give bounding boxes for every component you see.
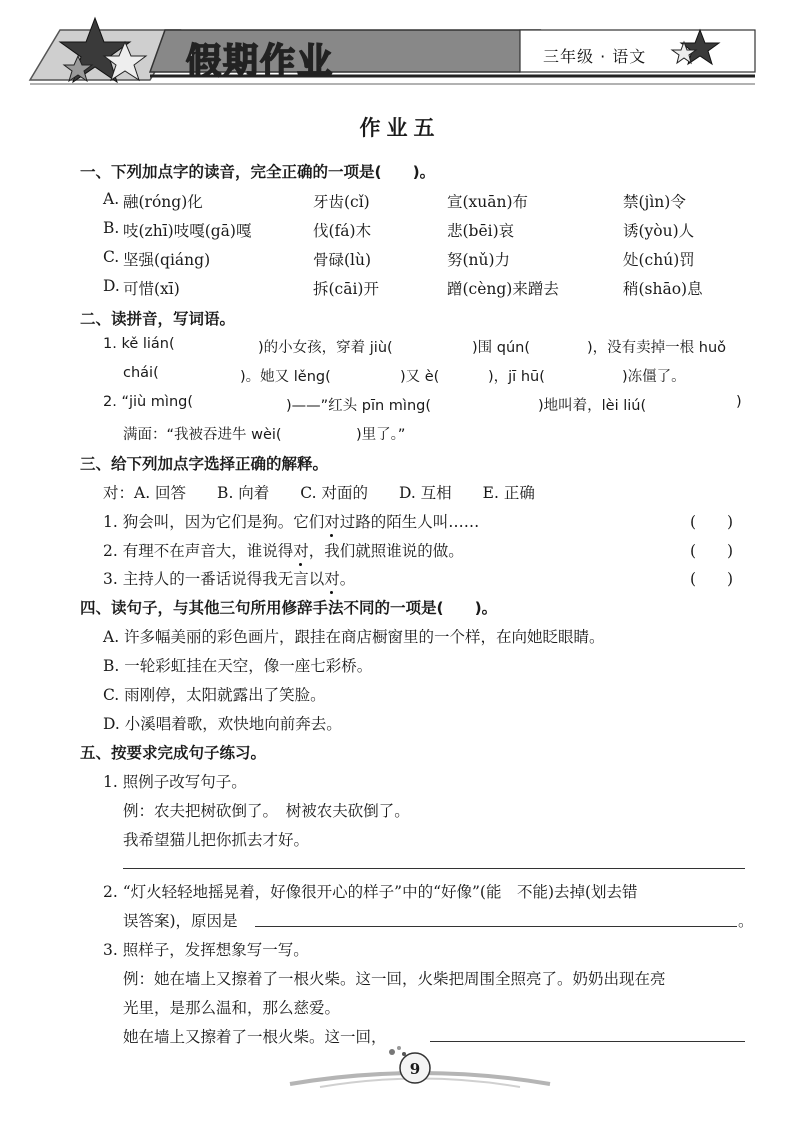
header-banner xyxy=(0,0,800,110)
q3-item-3-dotted: 对 xyxy=(324,570,340,588)
grade-subject: 三年级 · 语文 xyxy=(543,47,647,66)
q2-l4-seg1: 满面：“我被吞进牛 wèi( xyxy=(123,427,282,443)
q1-a-item-2: 牙齿(cǐ) xyxy=(313,193,370,211)
q3-item-1-dotted: 对 xyxy=(324,513,340,531)
q5-s3-task: 她在墙上又擦着了一根火柴。这一回， xyxy=(123,1028,387,1046)
q2-l1-seg1: 1. kě lián( xyxy=(103,336,175,352)
q1-b-item-3: 悲(bēi)哀 xyxy=(447,222,515,240)
q1-b-item-1: 吱(zhī)吱嘎(gā)嘎 xyxy=(123,222,252,240)
q3-answer-3[interactable]: ( ) xyxy=(690,570,734,588)
q2-l3-seg3: )地叫着，lèi liú( xyxy=(538,398,647,414)
q2-l2-seg1: chái( xyxy=(123,365,159,381)
q2-l1-seg3: )围 qún( xyxy=(472,340,531,356)
q1-c-item-2: 骨碌(lù) xyxy=(313,251,372,269)
q1-c-item-1: 坚强(qiáng) xyxy=(123,251,211,269)
q1-heading: 一、下列加点字的读音，完全正确的一项是( )。 xyxy=(80,163,436,181)
q2-l2-seg3: )又 è( xyxy=(400,369,440,385)
q2-l1-seg2: )的小女孩，穿着 jiù( xyxy=(258,340,393,356)
q5-s3-label: 3. 照样子，发挥想象写一写。 xyxy=(103,941,309,959)
q4-option-c: C. 雨刚停，太阳就露出了笑脸。 xyxy=(103,686,326,704)
q4-heading: 四、读句子，与其他三句所用修辞手法不同的一项是( )。 xyxy=(80,599,498,617)
q4-option-b: B. 一轮彩虹挂在天空，像一座七彩桥。 xyxy=(103,657,373,675)
q5-s3-example-line2: 光里，是那么温和，那么慈爱。 xyxy=(123,999,341,1017)
q5-s3-example-line1: 例：她在墙上又擦着了一根火柴。这一回，火柴把周围全照亮了。奶奶出现在亮 xyxy=(123,970,666,988)
q1-d-item-4: 稍(shāo)息 xyxy=(623,280,703,298)
q1-a-item-3: 宣(xuān)布 xyxy=(447,193,529,211)
q3-answer-2[interactable]: ( ) xyxy=(690,542,734,560)
q3-item-2: 2. 有理不在声音大，谁说得对，我们就照谁说的做。 xyxy=(103,542,464,560)
page-number: 9 xyxy=(409,1060,421,1078)
q1-option-b-label: B. xyxy=(103,219,120,237)
q1-d-item-3: 蹭(cèng)来蹭去 xyxy=(447,280,559,298)
q2-l3-seg4: ) xyxy=(736,394,742,410)
q4-option-a: A. 许多幅美丽的彩色画片，跟挂在商店橱窗里的一个样，在向她眨眼睛。 xyxy=(103,628,605,646)
q1-c-item-3: 努(nǔ)力 xyxy=(447,251,511,269)
q1-a-item-1: 融(róng)化 xyxy=(123,193,203,211)
q3-heading: 三、给下列加点字选择正确的解释。 xyxy=(80,455,329,473)
q1-b-item-4: 诱(yòu)人 xyxy=(623,222,695,240)
q5-heading: 五、按要求完成句子练习。 xyxy=(80,744,267,762)
q3-options: 对：A. 回答 B. 向着 C. 对面的 D. 互相 E. 正确 xyxy=(103,484,535,502)
q2-l3-seg2: )——”红头 pīn mìng( xyxy=(286,398,432,414)
q1-d-item-1: 可惜(xī) xyxy=(123,280,180,298)
q5-s2-line2-end: 。 xyxy=(738,912,754,930)
q2-l2-seg5: )冻僵了。 xyxy=(622,369,686,385)
q2-l2-seg2: )。她又 lěng( xyxy=(240,369,331,385)
q3-item-1: 1. 狗会叫，因为它们是狗。它们对过路的陌生人叫…… xyxy=(103,513,480,531)
q5-s1-example: 例：农夫把树砍倒了。 树被农夫砍倒了。 xyxy=(123,802,410,820)
q5-s2-answer-line[interactable] xyxy=(255,926,737,927)
q3-answer-1[interactable]: ( ) xyxy=(690,513,734,531)
q1-option-a-label: A. xyxy=(103,190,120,208)
q3-item-2-dotted: 对 xyxy=(293,542,309,560)
q1-c-item-4: 处(chú)罚 xyxy=(623,251,695,269)
q2-heading: 二、读拼音，写词语。 xyxy=(80,310,236,328)
q3-item-3: 3. 主持人的一番话说得我无言以对。 xyxy=(103,570,356,588)
q1-option-c-label: C. xyxy=(103,248,120,266)
banner-title: 假期作业 xyxy=(186,42,335,82)
q5-s1-answer-line[interactable] xyxy=(123,868,745,869)
q2-l4-seg2: )里了。” xyxy=(356,427,406,443)
q5-s1-label: 1. 照例子改写句子。 xyxy=(103,773,247,791)
q5-s2-line2-start: 误答案)，原因是 xyxy=(123,912,238,930)
q1-b-item-2: 伐(fá)木 xyxy=(313,222,372,240)
q1-d-item-2: 拆(cāi)开 xyxy=(313,280,379,298)
page-title: 作业五 xyxy=(359,116,441,140)
q1-option-d-label: D. xyxy=(103,277,120,295)
q2-l3-seg1: 2. “jiù mìng( xyxy=(103,394,194,410)
q2-l2-seg4: )，jī hū( xyxy=(488,369,545,385)
q5-s2-line1: 2. “灯火轻轻地摇晃着，好像很开心的样子”中的“好像”(能 不能)去掉(划去错 xyxy=(103,883,638,901)
q4-option-d: D. 小溪唱着歌，欢快地向前奔去。 xyxy=(103,715,342,733)
q2-l1-seg4: )，没有卖掉一根 huǒ xyxy=(587,340,727,356)
q5-s1-task: 我希望猫儿把你抓去才好。 xyxy=(123,831,310,849)
q1-a-item-4: 禁(jìn)令 xyxy=(623,193,686,211)
